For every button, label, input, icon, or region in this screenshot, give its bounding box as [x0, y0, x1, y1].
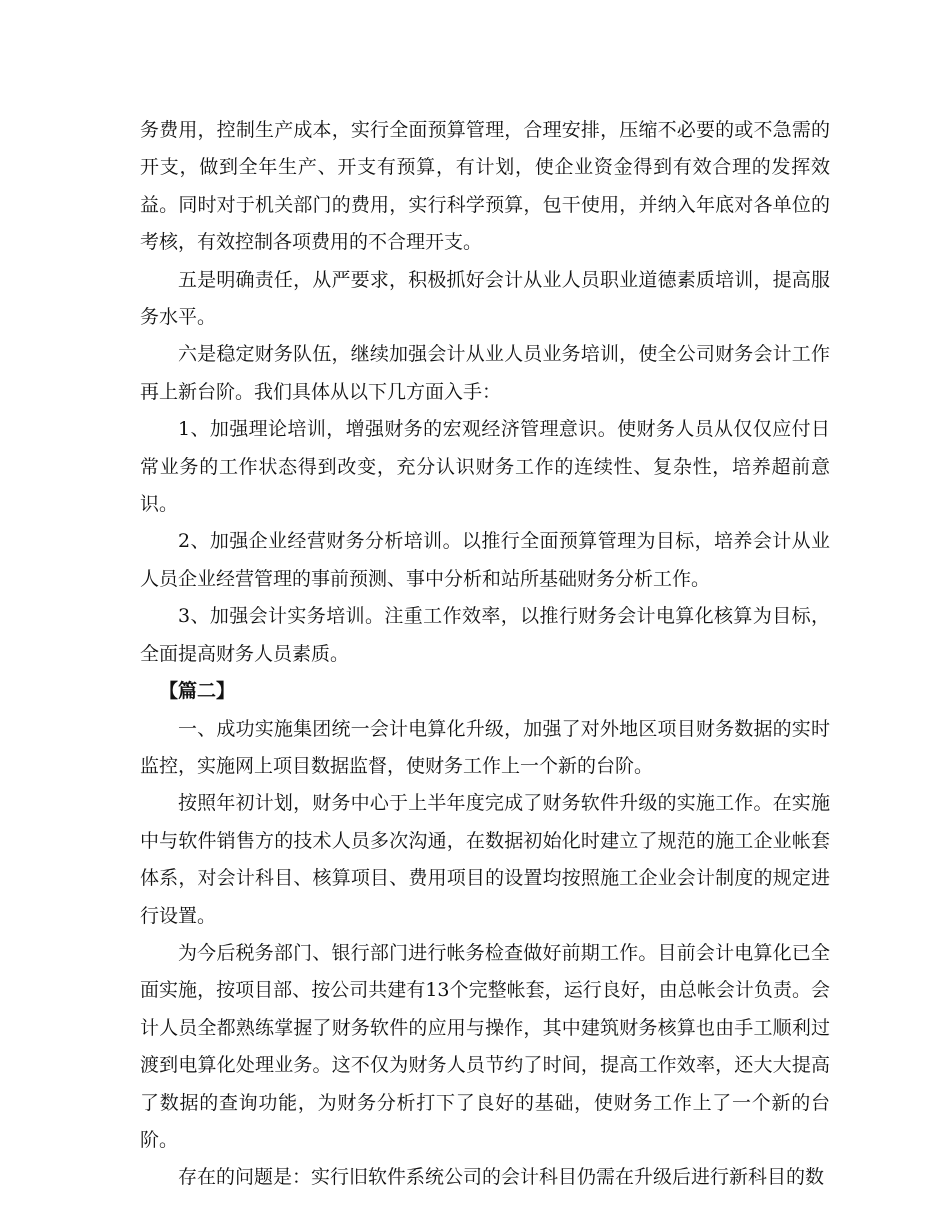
paragraph: 按照年初计划，财务中心于上半年度完成了财务软件升级的实施工作。在实施中与软件销售方的技术人员多次沟通，在数据初始化时建立了规范的施工企业帐套体系，对会计科目、核算项目、费用项目的设置均按照施工企业会计制度的规定进行设置。	[140, 792, 830, 927]
section-heading: 【篇二】	[159, 680, 236, 703]
paragraph: 务费用，控制生产成本，实行全面预算管理，合理安排，压缩不必要的或不急需的开支，做到全年生产、开支有预算，有计划，使企业资金得到有效合理的发挥效益。同时对于机关部门的费用，实行科学预算，包干使用，并纳入年底对各单位的考核，有效控制各项费用的不合理开支。	[140, 119, 830, 254]
paragraph: 2、加强企业经营财务分析培训。以推行全面预算管理为目标，培养会计从业人员企业经营管理的事前预测、事中分析和站所基础财务分析工作。	[140, 530, 830, 590]
paragraph: 六是稳定财务队伍，继续加强会计从业人员业务培训，使全公司财务会计工作再上新台阶。我们具体从以下几方面入手：	[140, 343, 830, 403]
paragraph: 一、成功实施集团统一会计电算化升级，加强了对外地区项目财务数据的实时监控，实施网上项目数据监督，使财务工作上一个新的台阶。	[140, 717, 830, 777]
paragraph: 3、加强会计实务培训。注重工作效率，以推行财务会计电算化核算为目标，全面提高财务人员素质。	[140, 605, 830, 665]
paragraph: 存在的问题是：实行旧软件系统公司的会计科目仍需在升级后进行新科目的数	[178, 1166, 825, 1189]
paragraph: 1、加强理论培训，增强财务的宏观经济管理意识。使财务人员从仅仅应付日常业务的工作状态得到改变，充分认识财务工作的连续性、复杂性，培养超前意识。	[140, 418, 830, 516]
paragraph: 为今后税务部门、银行部门进行帐务检查做好前期工作。目前会计电算化已全面实施，按项目部、按公司共建有13个完整帐套，运行良好，由总帐会计负责。会计人员全都熟练掌握了财务软件的应用与操作，其中建筑财务核算也由手工顺利过渡到电算化处理业务。这不仅为财务人员节约了时间，提高工作效率，还大大提高了数据的查询功能，为财务分析打下了良好的基础，使财务工作上了一个新的台阶。	[140, 941, 830, 1151]
document-body	[140, 112, 830, 1197]
paragraph: 五是明确责任，从严要求，积极抓好会计从业人员职业道德素质培训，提高服务水平。	[140, 268, 830, 329]
